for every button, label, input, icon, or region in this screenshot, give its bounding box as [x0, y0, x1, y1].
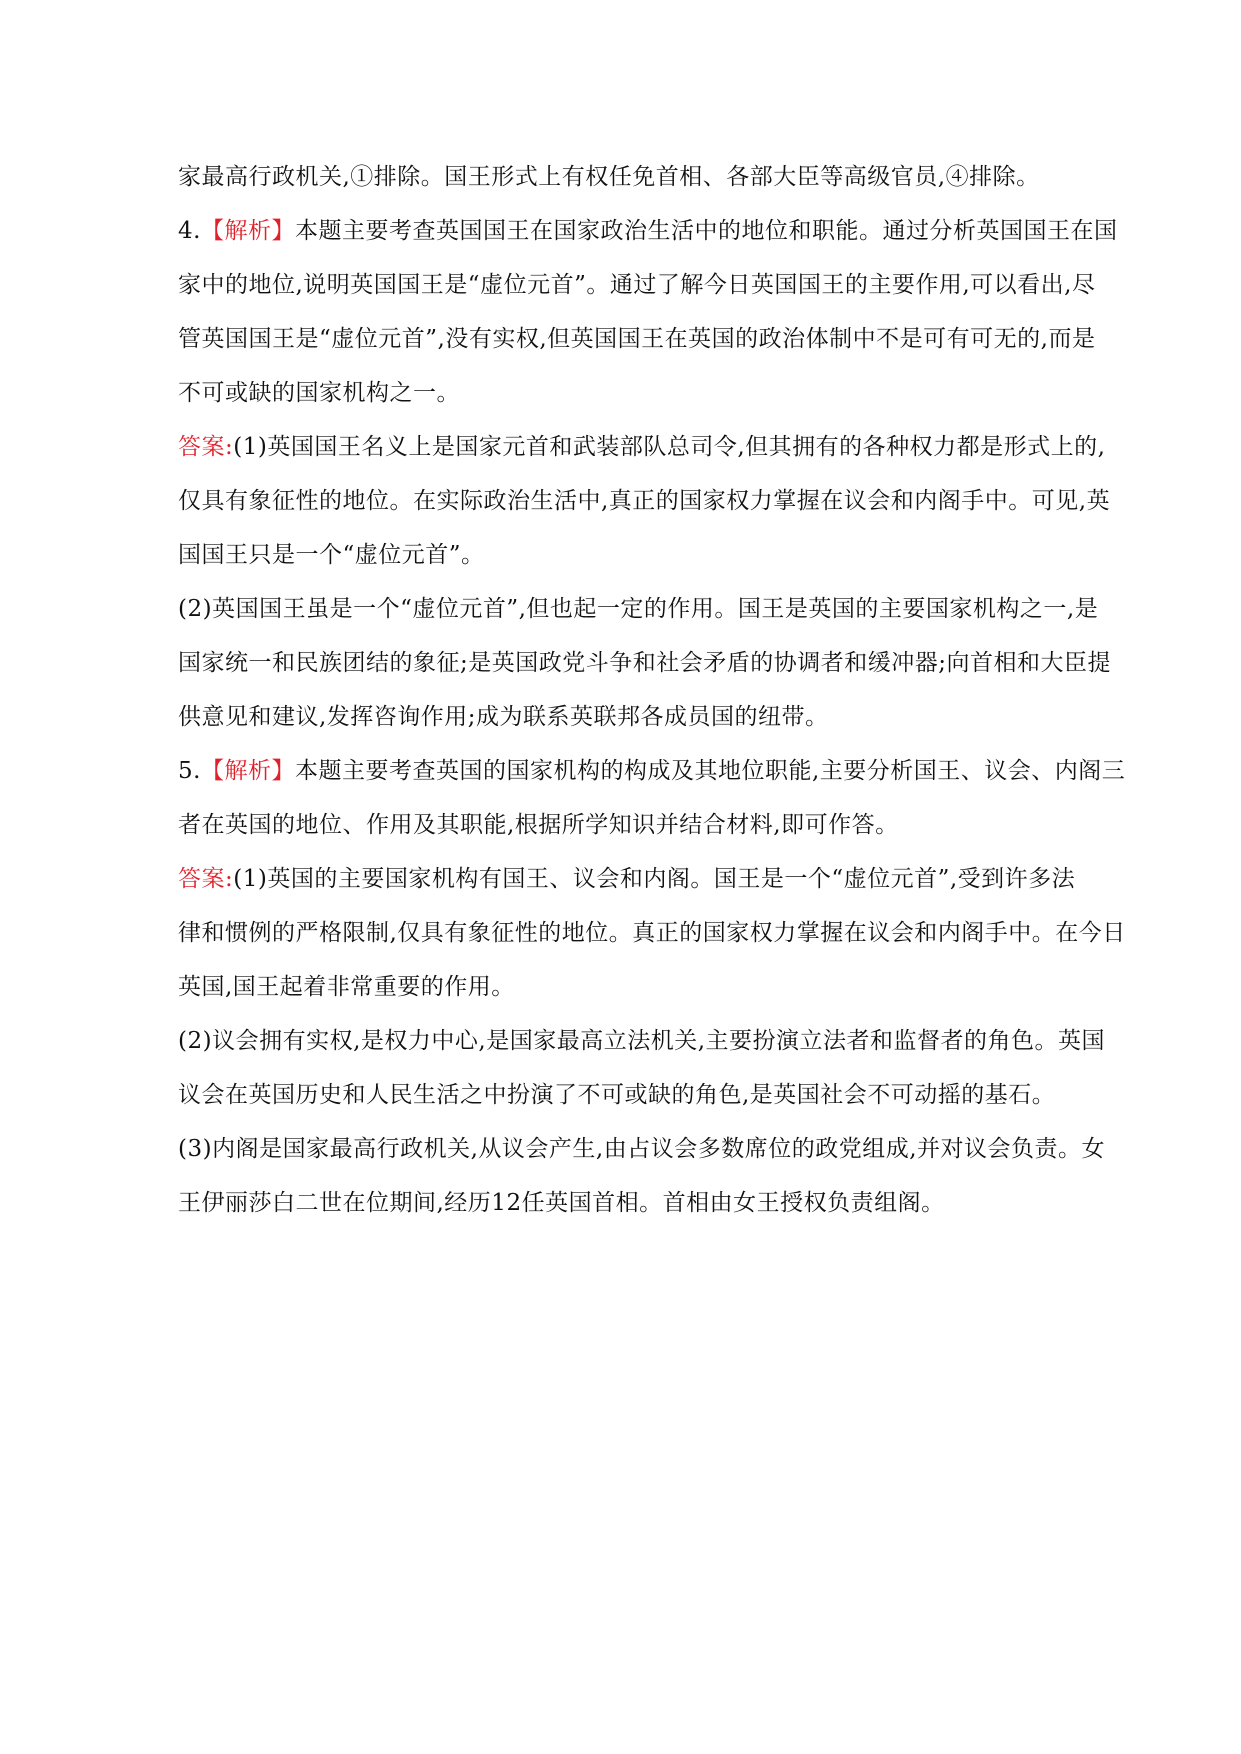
document-body [178, 150, 1126, 1230]
text-span: 国家统一和民族团结的象征;是英国政党斗争和社会矛盾的协调者和缓冲器;向首相和大臣提 [178, 650, 1111, 676]
text-line [178, 474, 1111, 528]
highlight-label: 【解析】 [200, 218, 295, 244]
text-span: 家最高行政机关,①排除。国王形式上有权任免首相、各部大臣等高级官员,④排除。 [178, 164, 1040, 190]
highlight-label: 【解析】 [200, 758, 295, 784]
text-line [178, 258, 1096, 312]
text-span: 国国王只是一个“虚位元首”。 [178, 542, 485, 568]
text-line [178, 906, 1126, 960]
text-line [178, 636, 1111, 690]
text-line [178, 1014, 1106, 1068]
text-span: (1)英国的主要国家机构有国王、议会和内阁。国王是一个“虚位元首”,受到许多法 [233, 866, 1076, 892]
text-line [178, 582, 1099, 636]
text-span: 王伊丽莎白二世在位期间,经历12任英国首相。首相由女王授权负责组阁。 [178, 1190, 945, 1216]
text-span: 律和惯例的严格限制,仅具有象征性的地位。真正的国家权力掌握在议会和内阁手中。在今日 [178, 920, 1126, 946]
text-line [178, 150, 1071, 204]
text-line [178, 1068, 1071, 1122]
text-line [178, 1122, 1106, 1176]
text-line [178, 744, 1126, 798]
text-line [178, 852, 1076, 906]
text-line [178, 528, 1071, 582]
text-span: (1)英国国王名义上是国家元首和武装部队总司令,但其拥有的各种权力都是形式上的, [233, 434, 1106, 460]
text-span: (3)内阁是国家最高行政机关,从议会产生,由占议会多数席位的政党组成,并对议会负责。女 [178, 1136, 1106, 1162]
text-line [178, 960, 1071, 1014]
text-span: 供意见和建议,发挥咨询作用;成为联系英联邦各成员国的纽带。 [178, 704, 829, 730]
text-span: (2)议会拥有实权,是权力中心,是国家最高立法机关,主要扮演立法者和监督者的角色。英国 [178, 1028, 1106, 1054]
text-span: 英国,国王起着非常重要的作用。 [178, 974, 515, 1000]
text-line [178, 312, 1096, 366]
text-line [178, 798, 1071, 852]
text-line [178, 420, 1106, 474]
text-span: 4. [178, 218, 201, 244]
text-line [178, 690, 1071, 744]
text-span: 家中的地位,说明英国国王是“虚位元首”。通过了解今日英国国王的主要作用,可以看出,尽 [178, 272, 1096, 298]
text-span: 本题主要考查英国国王在国家政治生活中的地位和职能。通过分析英国国王在国 [294, 218, 1118, 244]
text-span: 者在英国的地位、作用及其职能,根据所学知识并结合材料,即可作答。 [178, 812, 899, 838]
text-span: 不可或缺的国家机构之一。 [178, 380, 460, 406]
text-span: 管英国国王是“虚位元首”,没有实权,但英国国王在英国的政治体制中不是可有可无的,而是 [178, 326, 1096, 352]
text-span: 仅具有象征性的地位。在实际政治生活中,真正的国家权力掌握在议会和内阁手中。可见,英 [178, 488, 1111, 514]
text-span: 议会在英国历史和人民生活之中扮演了不可或缺的角色,是英国社会不可动摇的基石。 [178, 1082, 1056, 1108]
text-line [178, 1176, 1071, 1230]
text-line [178, 204, 1118, 258]
text-line [178, 366, 1071, 420]
text-span: 本题主要考查英国的国家机构的构成及其地位职能,主要分析国王、议会、内阁三 [294, 758, 1126, 784]
text-span: (2)英国国王虽是一个“虚位元首”,但也起一定的作用。国王是英国的主要国家机构之一,是 [178, 596, 1099, 622]
text-span: 5. [178, 758, 201, 784]
highlight-label: 答案: [178, 866, 234, 892]
highlight-label: 答案: [178, 434, 234, 460]
